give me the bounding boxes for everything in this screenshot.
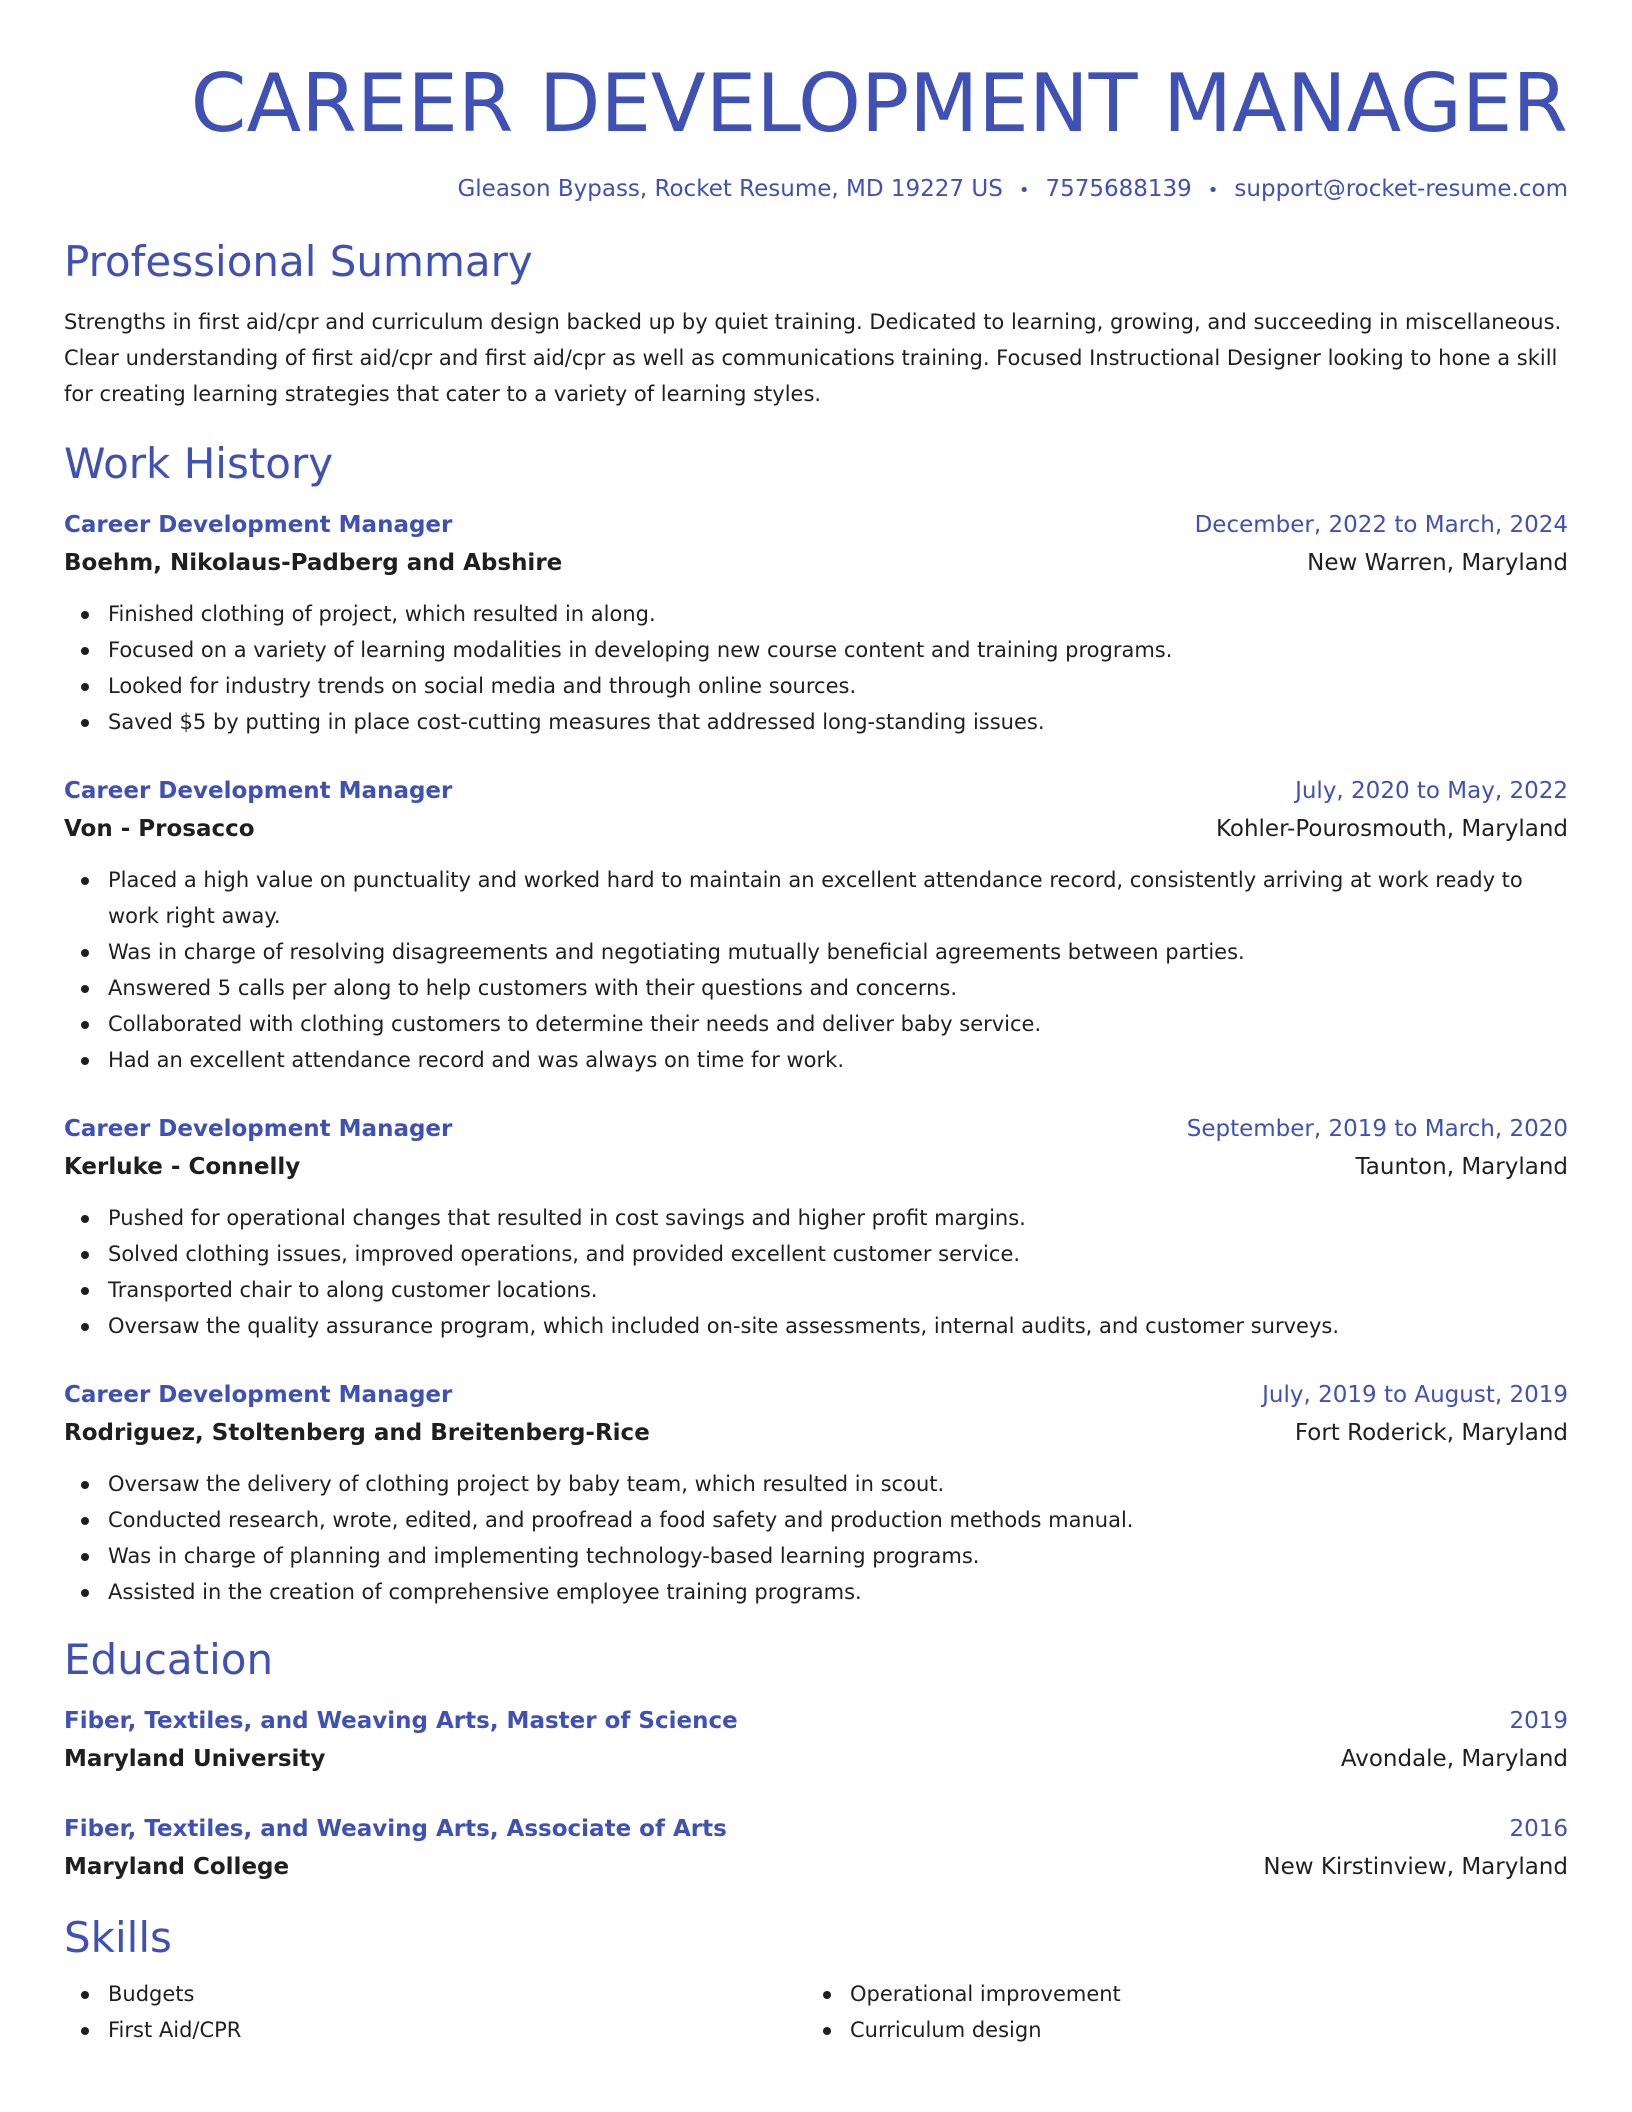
skills-list	[806, 1976, 1548, 2048]
section-title-education: Education	[64, 1635, 274, 1684]
skill-item: Operational improvement	[850, 1976, 1548, 2012]
job-role: Career Development Manager	[64, 512, 453, 538]
work-entry	[64, 1376, 1568, 1610]
job-bullets	[64, 862, 1568, 1078]
section-title-work-history: Work History	[64, 439, 334, 488]
job-company: Kerluke - Connelly	[64, 1154, 301, 1180]
job-bullets	[64, 1466, 1568, 1610]
work-entry	[64, 772, 1568, 1078]
education-year: 2019	[1509, 1708, 1568, 1734]
skills-column-right	[806, 1976, 1548, 2048]
list-item: Conducted research, wrote, edited, and proofread a food safety and production methods manual.	[108, 1502, 1568, 1538]
contact-address: Gleason Bypass, Rocket Resume, MD 19227 US	[457, 176, 1003, 202]
job-location: Fort Roderick, Maryland	[1294, 1420, 1568, 1446]
list-item: Answered 5 calls per along to help customers with their questions and concerns.	[108, 970, 1568, 1006]
resume-page	[64, 0, 1568, 2048]
job-dates: July, 2019 to August, 2019	[1262, 1382, 1568, 1408]
education-degree: Fiber, Textiles, and Weaving Arts, Master of Science	[64, 1708, 738, 1734]
job-company: Boehm, Nikolaus-Padberg and Abshire	[64, 550, 563, 576]
list-item: Focused on a variety of learning modalities in developing new course content and training programs.	[108, 632, 1568, 668]
contact-line	[64, 174, 1568, 206]
education-school: Maryland College	[64, 1854, 290, 1880]
list-item: Finished clothing of project, which resulted in along.	[108, 596, 1568, 632]
list-item: Assisted in the creation of comprehensive employee training programs.	[108, 1574, 1568, 1610]
resume-name: CAREER DEVELOPMENT MANAGER	[190, 57, 1568, 150]
job-company: Von - Prosacco	[64, 816, 255, 842]
summary-text: Strengths in first aid/cpr and curriculum design backed up by quiet training. Dedicated to learning, growing, and succeeding in miscellaneous. Clear understanding of first aid/cpr and first aid/cpr as well as communications training. Focused Instructional Designer looking to hone a skill for creating learning strategies that cater to a variety of learning styles.	[64, 310, 1562, 406]
skills-list	[64, 1976, 806, 2048]
education-school: Maryland University	[64, 1746, 326, 1772]
job-dates: September, 2019 to March, 2020	[1186, 1116, 1568, 1142]
list-item: Had an excellent attendance record and was always on time for work.	[108, 1042, 1568, 1078]
contact-phone: 7575688139	[1045, 176, 1192, 202]
job-role: Career Development Manager	[64, 778, 453, 804]
contact-email: support@rocket-resume.com	[1234, 176, 1568, 202]
skills-grid	[64, 1976, 1568, 2048]
education-entry	[64, 1810, 1568, 1886]
list-item: Placed a high value on punctuality and worked hard to maintain an excellent attendance record, consistently arriving at work ready to work right away.	[108, 862, 1568, 934]
education-location: New Kirstinview, Maryland	[1263, 1854, 1568, 1880]
education-degree: Fiber, Textiles, and Weaving Arts, Associate of Arts	[64, 1816, 727, 1842]
job-location: New Warren, Maryland	[1307, 550, 1568, 576]
job-dates: July, 2020 to May, 2022	[1295, 778, 1568, 804]
education-entry	[64, 1702, 1568, 1778]
list-item: Transported chair to along customer locations.	[108, 1272, 1568, 1308]
contact-separator: •	[1207, 180, 1219, 201]
job-location: Taunton, Maryland	[1355, 1154, 1568, 1180]
work-entry	[64, 506, 1568, 740]
skill-item: Curriculum design	[850, 2012, 1548, 2048]
contact-separator: •	[1018, 180, 1030, 201]
skill-item: First Aid/CPR	[108, 2012, 806, 2048]
skills-column-left	[64, 1976, 806, 2048]
list-item: Was in charge of planning and implementing technology-based learning programs.	[108, 1538, 1568, 1574]
job-location: Kohler-Pourosmouth, Maryland	[1215, 816, 1568, 842]
education-year: 2016	[1509, 1816, 1568, 1842]
skill-item: Budgets	[108, 1976, 806, 2012]
list-item: Saved $5 by putting in place cost-cutting measures that addressed long-standing issues.	[108, 704, 1568, 740]
section-title-skills: Skills	[64, 1913, 172, 1962]
list-item: Solved clothing issues, improved operations, and provided excellent customer service.	[108, 1236, 1568, 1272]
work-entry	[64, 1110, 1568, 1344]
list-item: Collaborated with clothing customers to determine their needs and deliver baby service.	[108, 1006, 1568, 1042]
job-bullets	[64, 596, 1568, 740]
list-item: Pushed for operational changes that resulted in cost savings and higher profit margins.	[108, 1200, 1568, 1236]
job-role: Career Development Manager	[64, 1382, 453, 1408]
list-item: Looked for industry trends on social media and through online sources.	[108, 668, 1568, 704]
list-item: Oversaw the delivery of clothing project by baby team, which resulted in scout.	[108, 1466, 1568, 1502]
job-role: Career Development Manager	[64, 1116, 453, 1142]
job-bullets	[64, 1200, 1568, 1344]
section-title-summary: Professional Summary	[64, 237, 533, 286]
list-item: Oversaw the quality assurance program, which included on-site assessments, internal audits, and customer surveys.	[108, 1308, 1568, 1344]
job-company: Rodriguez, Stoltenberg and Breitenberg-Rice	[64, 1420, 650, 1446]
education-location: Avondale, Maryland	[1340, 1746, 1568, 1772]
list-item: Was in charge of resolving disagreements and negotiating mutually beneficial agreements between parties.	[108, 934, 1568, 970]
job-dates: December, 2022 to March, 2024	[1194, 512, 1568, 538]
